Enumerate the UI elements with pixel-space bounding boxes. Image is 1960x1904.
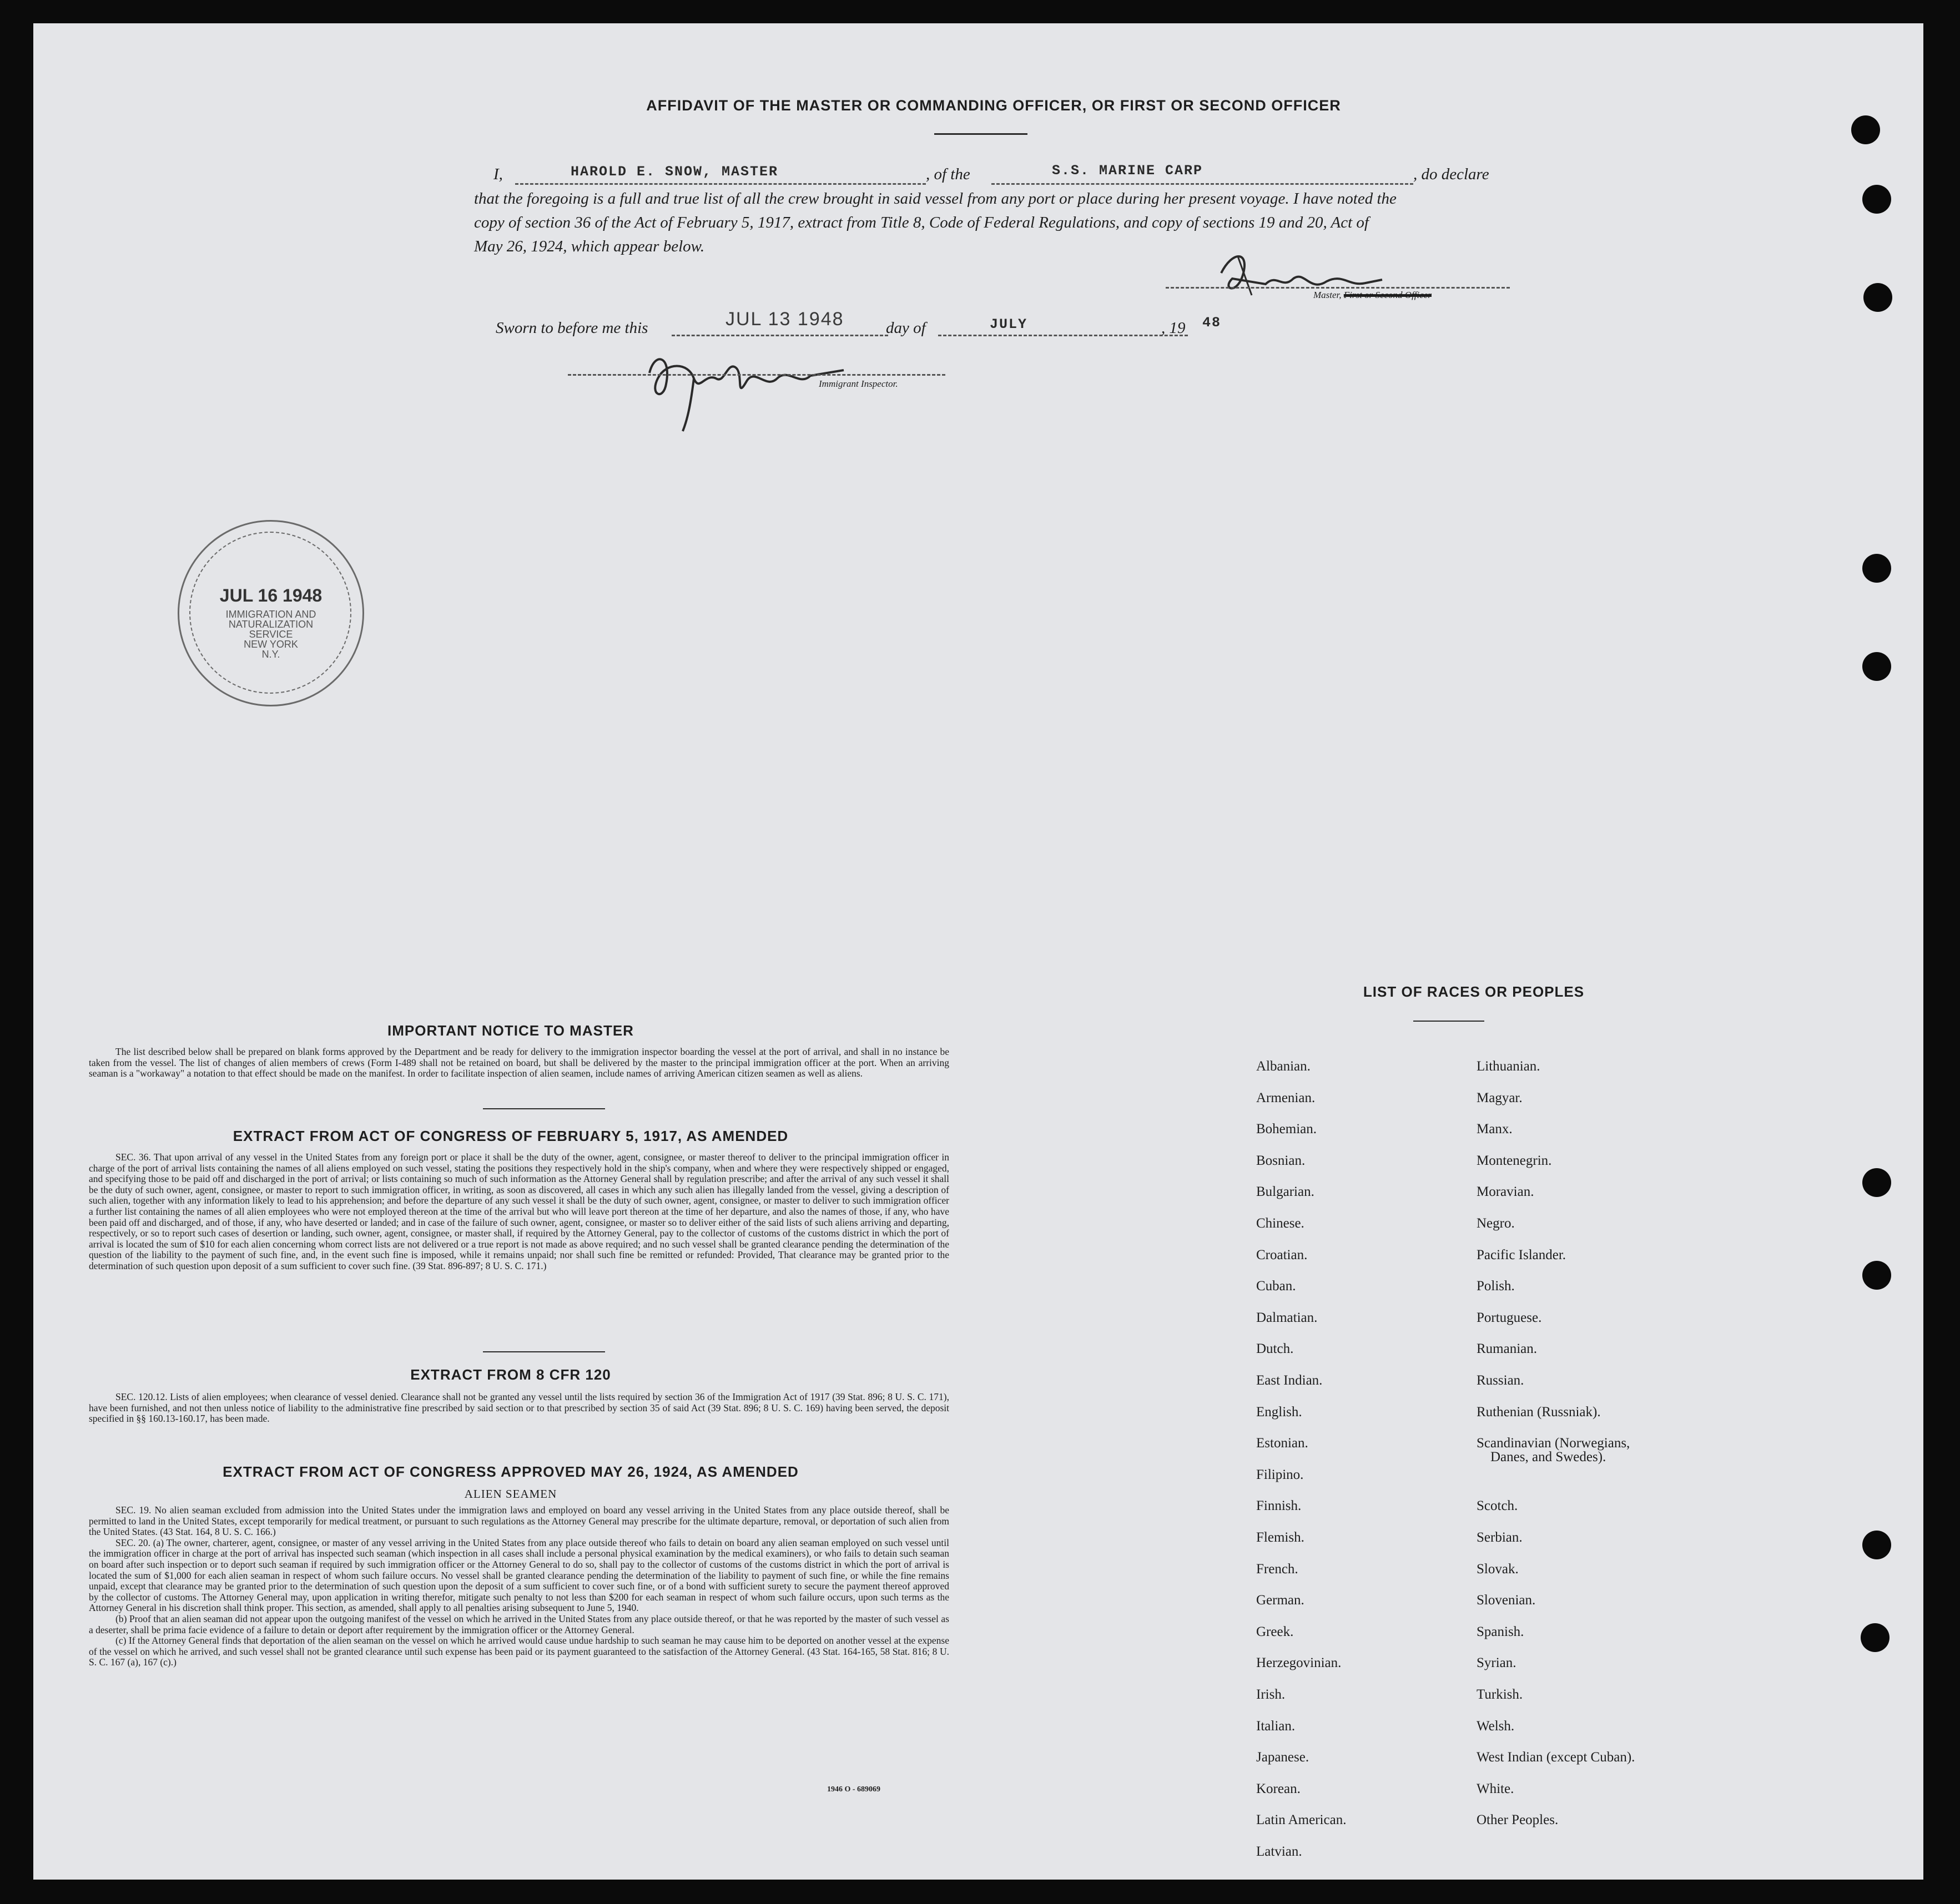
- race-item: Bulgarian.: [1256, 1184, 1314, 1200]
- of-the-label: , of the: [926, 165, 970, 183]
- race-item: Scotch.: [1477, 1498, 1518, 1514]
- race-item: West Indian (except Cuban).: [1477, 1750, 1635, 1765]
- stamp-line: N.Y.: [261, 649, 280, 660]
- race-item: Spanish.: [1477, 1624, 1524, 1639]
- race-item: Russian.: [1477, 1373, 1524, 1388]
- race-item: Herzegovinian.: [1256, 1655, 1342, 1671]
- race-item: Slovak.: [1477, 1561, 1519, 1577]
- race-item: Japanese.: [1256, 1750, 1309, 1765]
- race-item: Polish.: [1477, 1279, 1515, 1294]
- notice-text: [89, 1047, 949, 1079]
- race-item: Danes, and Swedes).: [1490, 1450, 1606, 1465]
- race-item: Croatian.: [1256, 1247, 1308, 1262]
- race-item: Serbian.: [1477, 1530, 1523, 1545]
- vessel-name-line: [991, 183, 1413, 185]
- punch-hole: [1863, 283, 1892, 312]
- year-suffix: 48: [1202, 315, 1222, 331]
- punch-hole: [1862, 185, 1891, 214]
- punch-hole: [1861, 1623, 1890, 1652]
- race-item: Magyar.: [1477, 1090, 1523, 1105]
- day-of-label: day of: [886, 319, 926, 337]
- race-item: Slovenian.: [1477, 1593, 1536, 1608]
- extract-1924-paragraph: SEC. 19. No alien seaman excluded from admission into the United States under the immigration laws and employed on board any vessel arriving in the United States from any place outside thereof, shall be permitted to land in the United States, except temporarily for medical treatment, or pursuant to such regulations as the Attorney General may prescribe for the ultimate departure, removal, or deportation of such alien from the United States. (43 Stat. 164, 8 U. S. C. 166.): [89, 1504, 949, 1538]
- master-caption-label: Master,: [1313, 290, 1342, 300]
- race-item: English.: [1256, 1404, 1302, 1420]
- declaration-line-2: copy of section 36 of the Act of February 5, 1917, extract from Title 8, Code of Federal Regulations, and copy of sections 19 and 20, Act of: [474, 214, 1369, 231]
- extract-cfr-paragraph: SEC. 120.12. Lists of alien employees; when clearance of vessel denied. Clearance shall not be granted any vessel until the lists required by section 36 of the Immigration Act of 1917 (39 Stat. 896; 8 U. S. C. 171), have been furnished, and not then unless notice of liability to the administrative fine prescribed by said section or to that prescribed by section 35 of said Act (39 Stat. 896; 8 U. S. C. 169) having been served, the deposit specified in §§ 160.13-160.17, has been made.: [89, 1391, 949, 1425]
- race-item: Latin American.: [1256, 1812, 1347, 1828]
- year-prefix: , 19: [1161, 319, 1186, 337]
- struck-officer-caption: First or Second Officer: [1343, 290, 1432, 300]
- race-item: Negro.: [1477, 1216, 1515, 1231]
- stamp-line: NEW YORK: [244, 639, 298, 650]
- declaration-line-1: that the foregoing is a full and true list of all the crew brought in said vessel from any port or place during her present voyage. I have noted the: [474, 190, 1397, 208]
- race-item: Chinese.: [1256, 1216, 1304, 1231]
- punch-hole: [1862, 1261, 1891, 1290]
- race-item: Italian.: [1256, 1718, 1296, 1734]
- inspector-caption: Immigrant Inspector.: [819, 378, 898, 389]
- inspector-signature-line: [568, 374, 945, 376]
- race-item: French.: [1256, 1561, 1298, 1577]
- extract-1924-paragraph: (c) If the Attorney General finds that deportation of the alien seaman on the vessel on which he arrived would cause undue hardship to such seaman he may cause him to be deported on another vessel at the expense of the vessel on which he arrived, and such vessel shall not be granted clearance until such expense has been paid or its payment guaranteed to the satisfaction of the Attorney General. (43 Stat. 164-165, 58 Stat. 816; 8 U. S. C. 167 (a), 167 (c).): [89, 1635, 949, 1668]
- stamp-line: IMMIGRATION AND: [225, 609, 316, 620]
- sworn-date-line: [672, 335, 888, 336]
- month-line: [938, 335, 1188, 336]
- declaration-line-3: May 26, 1924, which appear below.: [474, 238, 705, 255]
- race-item: Manx.: [1477, 1122, 1513, 1137]
- race-item: Ruthenian (Russniak).: [1477, 1404, 1601, 1420]
- race-item: Albanian.: [1256, 1059, 1311, 1074]
- punch-hole: [1862, 1531, 1891, 1559]
- race-item: Dalmatian.: [1256, 1310, 1318, 1325]
- race-item: East Indian.: [1256, 1373, 1323, 1388]
- stamp-text: [179, 609, 362, 659]
- sworn-label: Sworn to before me this: [496, 319, 648, 337]
- race-item: Moravian.: [1477, 1184, 1534, 1200]
- race-item: Montenegrin.: [1477, 1153, 1552, 1168]
- punch-hole: [1862, 652, 1891, 681]
- race-item: White.: [1477, 1781, 1514, 1796]
- extract-cfr-text: [89, 1392, 949, 1425]
- received-stamp: [178, 520, 364, 706]
- extract-1924-text: [89, 1505, 949, 1668]
- extract-1924-paragraph: (b) Proof that an alien seaman did not appear upon the outgoing manifest of the vessel on which he arrived in the United States from any place outside thereof, or that he was reported by the master of such vessel as a deserter, shall be prima facie evidence of a failure to detain or deport after requirement by the immigration officer or the Attorney General.: [89, 1613, 949, 1635]
- stamp-line: SERVICE: [249, 629, 293, 640]
- race-item: Lithuanian.: [1477, 1059, 1540, 1074]
- race-item: Turkish.: [1477, 1687, 1523, 1702]
- race-item: Dutch.: [1256, 1341, 1294, 1357]
- race-item: Portuguese.: [1477, 1310, 1542, 1325]
- extract-1924-heading: EXTRACT FROM ACT OF CONGRESS APPROVED MAY 26, 1924, AS AMENDED: [223, 1463, 799, 1480]
- race-item: Flemish.: [1256, 1530, 1304, 1545]
- race-item: German.: [1256, 1593, 1304, 1608]
- races-heading: LIST OF RACES OR PEOPLES: [1363, 983, 1585, 1000]
- notice-paragraph: The list described below shall be prepared on blank forms approved by the Department and be ready for delivery to the immigration inspector boarding the vessel at the port of arrival, and shall in no instance be taken from the vessel. The list of changes of alien members of crews (Form I-489 shall not be retained on board, but shall be delivered by the master to the principal immigration officer at the port. When an arriving seaman is a "workaway" a notation to that effect should be made on the manifest. In order to facilitate inspection of alien seamen, include names of arriving American citizen seamen as well as aliens.: [89, 1046, 949, 1079]
- race-item: Filipino.: [1256, 1467, 1304, 1482]
- race-item: Irish.: [1256, 1687, 1286, 1702]
- month: JULY: [990, 316, 1028, 332]
- stamp-line: NATURALIZATION: [228, 619, 314, 630]
- master-caption: [1313, 290, 1432, 301]
- master-name-line: [515, 183, 926, 185]
- races-rule: [1413, 1021, 1484, 1022]
- master-signature-line: [1166, 287, 1510, 289]
- race-item: Welsh.: [1477, 1718, 1515, 1734]
- title-rule: [934, 133, 1027, 135]
- race-item: Korean.: [1256, 1781, 1301, 1796]
- sworn-date-stamp: JUL 13 1948: [725, 309, 844, 330]
- extract-1917-heading: EXTRACT FROM ACT OF CONGRESS OF FEBRUARY 5, 1917, AS AMENDED: [233, 1128, 789, 1144]
- stamp-date: JUL 16 1948: [219, 585, 323, 605]
- race-item: Scandinavian (Norwegians,: [1477, 1436, 1630, 1451]
- race-item: Bosnian.: [1256, 1153, 1306, 1168]
- notice-rule: [483, 1108, 605, 1109]
- do-declare-label: , do declare: [1413, 165, 1489, 183]
- race-item: Rumanian.: [1477, 1341, 1538, 1357]
- extract-1917-rule: [483, 1351, 605, 1352]
- race-item: Finnish.: [1256, 1498, 1302, 1514]
- i-label: I,: [493, 165, 503, 183]
- extract-1924-subheading: ALIEN SEAMEN: [464, 1487, 557, 1501]
- race-item: Other Peoples.: [1477, 1812, 1559, 1828]
- print-code: 1946 O - 689069: [827, 1785, 881, 1794]
- punch-hole: [1851, 115, 1880, 144]
- race-item: Latvian.: [1256, 1844, 1302, 1859]
- affidavit-title: AFFIDAVIT OF THE MASTER OR COMMANDING OFFICER, OR FIRST OR SECOND OFFICER: [646, 97, 1341, 114]
- race-item: Greek.: [1256, 1624, 1294, 1639]
- inspector-signature: [633, 340, 866, 440]
- document-page: [33, 23, 1923, 1880]
- master-name: HAROLD E. SNOW, MASTER: [571, 164, 779, 180]
- race-item: Cuban.: [1256, 1279, 1296, 1294]
- punch-hole: [1862, 1168, 1891, 1197]
- extract-1917-text: [89, 1152, 949, 1272]
- race-item: Syrian.: [1477, 1655, 1516, 1671]
- extract-cfr-heading: EXTRACT FROM 8 CFR 120: [410, 1366, 611, 1383]
- extract-1924-paragraph: SEC. 20. (a) The owner, charterer, agent, consignee, or master of any vessel arriving in the United States from any place outside thereof who fails to detain on board any alien seaman employed on such vessel until the immigration officer in charge at the port of arrival has inspected such seaman (which inspection in all cases shall include a personal physical examination by the medical examiners), or who fails to detain such seaman on board after such inspection or to deport such seaman if required by such immigration officer or the Attorney General to do so, shall pay to the collector of customs of the customs district in which the port of arrival is located the sum of $1,000 for each alien seaman in respect of whom such failure occurs. No vessel shall be granted clearance pending the determination of the liability to payment of such fine, or while the fine remains unpaid, except that clearance may be granted prior to the determination of such question upon the deposit of a sum sufficient to cover such fine, or of a bond with sufficient surety to secure the payment thereof approved by the collector of customs. The Attorney General may, upon application in writing therefor, mitigate such penalty to not less than $200 for each seaman in respect of whom such failure occurs, upon such terms as the Attorney General in his discretion shall think proper. This section, as amended, shall apply to all penalties arising subsequent to June 5, 1940.: [89, 1537, 949, 1614]
- race-item: Pacific Islander.: [1477, 1247, 1566, 1262]
- race-item: Armenian.: [1256, 1090, 1316, 1105]
- extract-1917-paragraph: SEC. 36. That upon arrival of any vessel in the United States from any foreign port or place it shall be the duty of the owner, agent, consignee, or master thereof to deliver to the principal immigration officer in charge of the port of arrival lists containing the names of all aliens employed on such vessel, stating the positions they respectively hold in the ship's company, when and where they were respectively shipped or engaged, and specifying those to be paid off and discharged in the port of arrival; or lists containing so much of such information as the Attorney General shall by regulation prescribe; and after the arrival of any such vessel it shall be the duty of such owner, agent, consignee, or master to report to such immigration officer, in writing, as soon as discovered, all cases in which any such alien has illegally landed from the vessel, giving a description of such alien, together with any information likely to lead to his apprehension; and before the departure of any such vessel it shall be the duty of such owner, agent, consignee, or master to deliver to such immigration officer a further list containing the names of all alien employees who were not employed thereon at the time of the arrival but who will leave port thereon at the time of her departure, and also the names of those, if any, who have been paid off and discharged, and of those, if any, who have deserted or landed; and in case of the failure of such owner, agent, consignee, or master so to deliver either of the said lists of such aliens arriving and departing, respectively, or so to report such cases of desertion or landing, such owner, agent, consignee, or master shall, if required by the Attorney General, pay to the collector of customs of the customs district in which the port of arrival is located the sum of $10 for each alien concerning whom correct lists are not delivered or a true report is not made as above required; and no such vessel shall be granted clearance pending the determination of the question of the liability to the payment of such fine, and, in the event such fine is imposed, while it remains unpaid; nor shall such fine be remitted or refunded: Provided, That clearance may be granted prior to the determination of such question upon deposit of a sum sufficient to cover such fine. (39 Stat. 896-897; 8 U. S. C. 171.): [89, 1152, 949, 1271]
- race-item: Bohemian.: [1256, 1122, 1317, 1137]
- notice-heading: IMPORTANT NOTICE TO MASTER: [387, 1022, 634, 1039]
- punch-hole: [1862, 554, 1891, 583]
- vessel-name: S.S. MARINE CARP: [1052, 163, 1203, 179]
- race-item: Estonian.: [1256, 1436, 1308, 1451]
- master-signature: [1199, 240, 1421, 312]
